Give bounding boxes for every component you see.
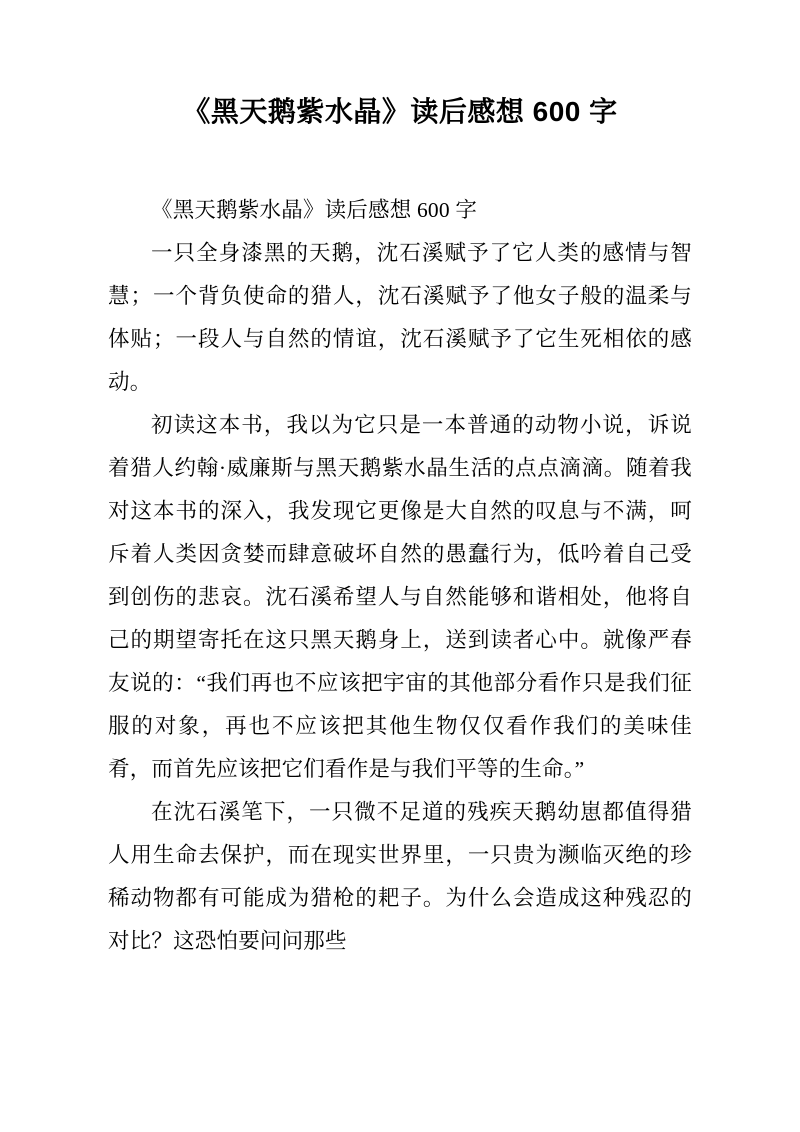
page-title: 《黑天鹅紫水晶》读后感想 600 字 (182, 96, 618, 127)
paragraph-4: 在沈石溪笔下，一只微不足道的残疾天鹅幼崽都值得猎人用生命去保护，而在现实世界里，一只贵为濒临灭绝的珍稀动物都有可能成为猎枪的耙子。为什么会造成这种残忍的对比？这恐怕要问问那些 (108, 800, 692, 954)
paragraph-1: 《黑天鹅紫水晶》读后感想 600 字 (151, 198, 478, 223)
paragraph-2: 一只全身漆黑的天鹅，沈石溪赋予了它人类的感情与智慧；一个背负使命的猎人，沈石溪赋予了他女子般的温柔与体贴；一段人与自然的情谊，沈石溪赋予了它生死相依的感动。 (108, 241, 692, 395)
document-body (0, 131, 800, 963)
paragraph-3: 初读这本书，我以为它只是一本普通的动物小说，诉说着猎人约翰·威廉斯与黑天鹅紫水晶生活的点点滴滴。随着我对这本书的深入，我发现它更像是大自然的叹息与不满，呵斥着人类因贪婪而肆意破坏自然的愚蠢行为，低吟着自己受到创伤的悲哀。沈石溪希望人与自然能够和谐相处，他将自己的期望寄托在这只黑天鹅身上，送到读者心中。就像严春友说的：“我们再也不应该把宇宙的其他部分看作只是我们征服的对象，再也不应该把其他生物仅仅看作我们的美味佳肴，而首先应该把它们看作是与我们平等的生命。” (108, 413, 692, 782)
